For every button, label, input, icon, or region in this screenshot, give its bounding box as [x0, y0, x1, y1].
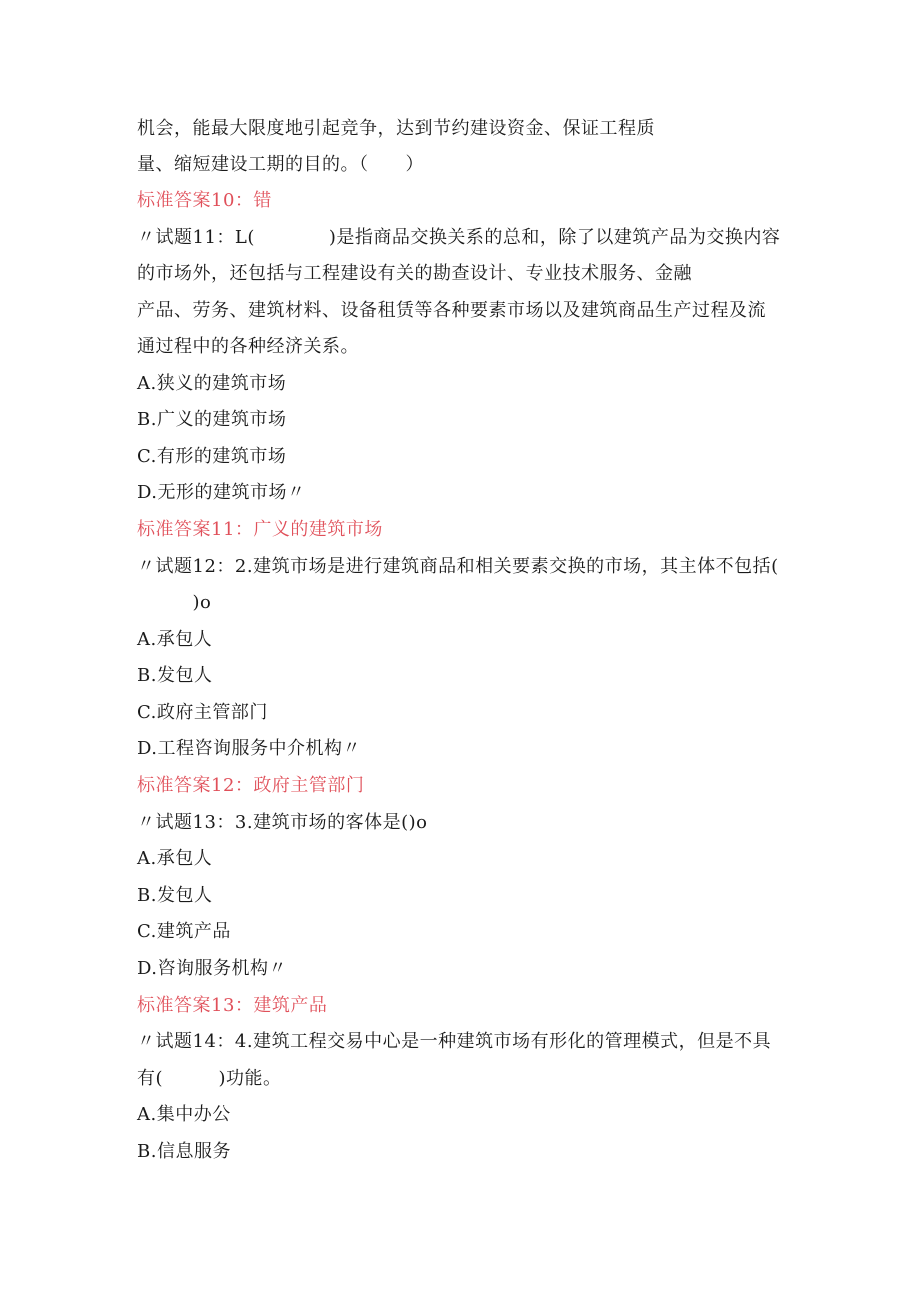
answer-line: 标准答案10：错	[137, 190, 272, 211]
text-line: 有( )功能。	[137, 1068, 282, 1089]
option-line: A.狭义的建筑市场	[137, 373, 287, 394]
option-line: A.承包人	[137, 848, 213, 869]
option-line: C.建筑产品	[137, 921, 231, 942]
text-line: )o	[137, 592, 212, 613]
answer-line: 标准答案12：政府主管部门	[137, 775, 365, 796]
option-line: D.无形的建筑市场〃	[137, 482, 306, 503]
answer-line: 标准答案11：广义的建筑市场	[137, 519, 383, 540]
question-line: 〃试题12：2.建筑市场是进行建筑商品和相关要素交换的市场，其主体不包括(	[137, 556, 779, 577]
option-line: A.承包人	[137, 629, 213, 650]
text-line: 量、缩短建设工期的目的。（ ）	[137, 154, 424, 175]
option-line: B.广义的建筑市场	[137, 409, 287, 430]
option-line: C.有形的建筑市场	[137, 446, 287, 467]
option-line: A.集中办公	[137, 1104, 231, 1125]
option-line: B.信息服务	[137, 1141, 231, 1162]
option-line: D.工程咨询服务中介机构〃	[137, 738, 362, 759]
text-line: 产品、劳务、建筑材料、设备租赁等各种要素市场以及建筑商品生产过程及流	[137, 300, 766, 321]
option-line: B.发包人	[137, 665, 213, 686]
text-line: 通过程中的各种经济关系。	[137, 336, 359, 357]
option-line: C.政府主管部门	[137, 702, 268, 723]
option-line: D.咨询服务机构〃	[137, 958, 288, 979]
answer-line: 标准答案13：建筑产品	[137, 995, 328, 1016]
question-line: 〃试题11：L( )是指商品交换关系的总和，除了以建筑产品为交换内容	[137, 227, 781, 248]
option-line: B.发包人	[137, 885, 213, 906]
question-line: 〃试题13：3.建筑市场的客体是()o	[137, 812, 428, 833]
text-line: 的市场外，还包括与工程建设有关的勘查设计、专业技术服务、金融	[137, 263, 692, 284]
question-line: 〃试题14：4.建筑工程交易中心是一种建筑市场有形化的管理模式，但是不具	[137, 1031, 772, 1052]
text-line: 机会，能最大限度地引起竞争，达到节约建设资金、保证工程质	[137, 118, 655, 139]
